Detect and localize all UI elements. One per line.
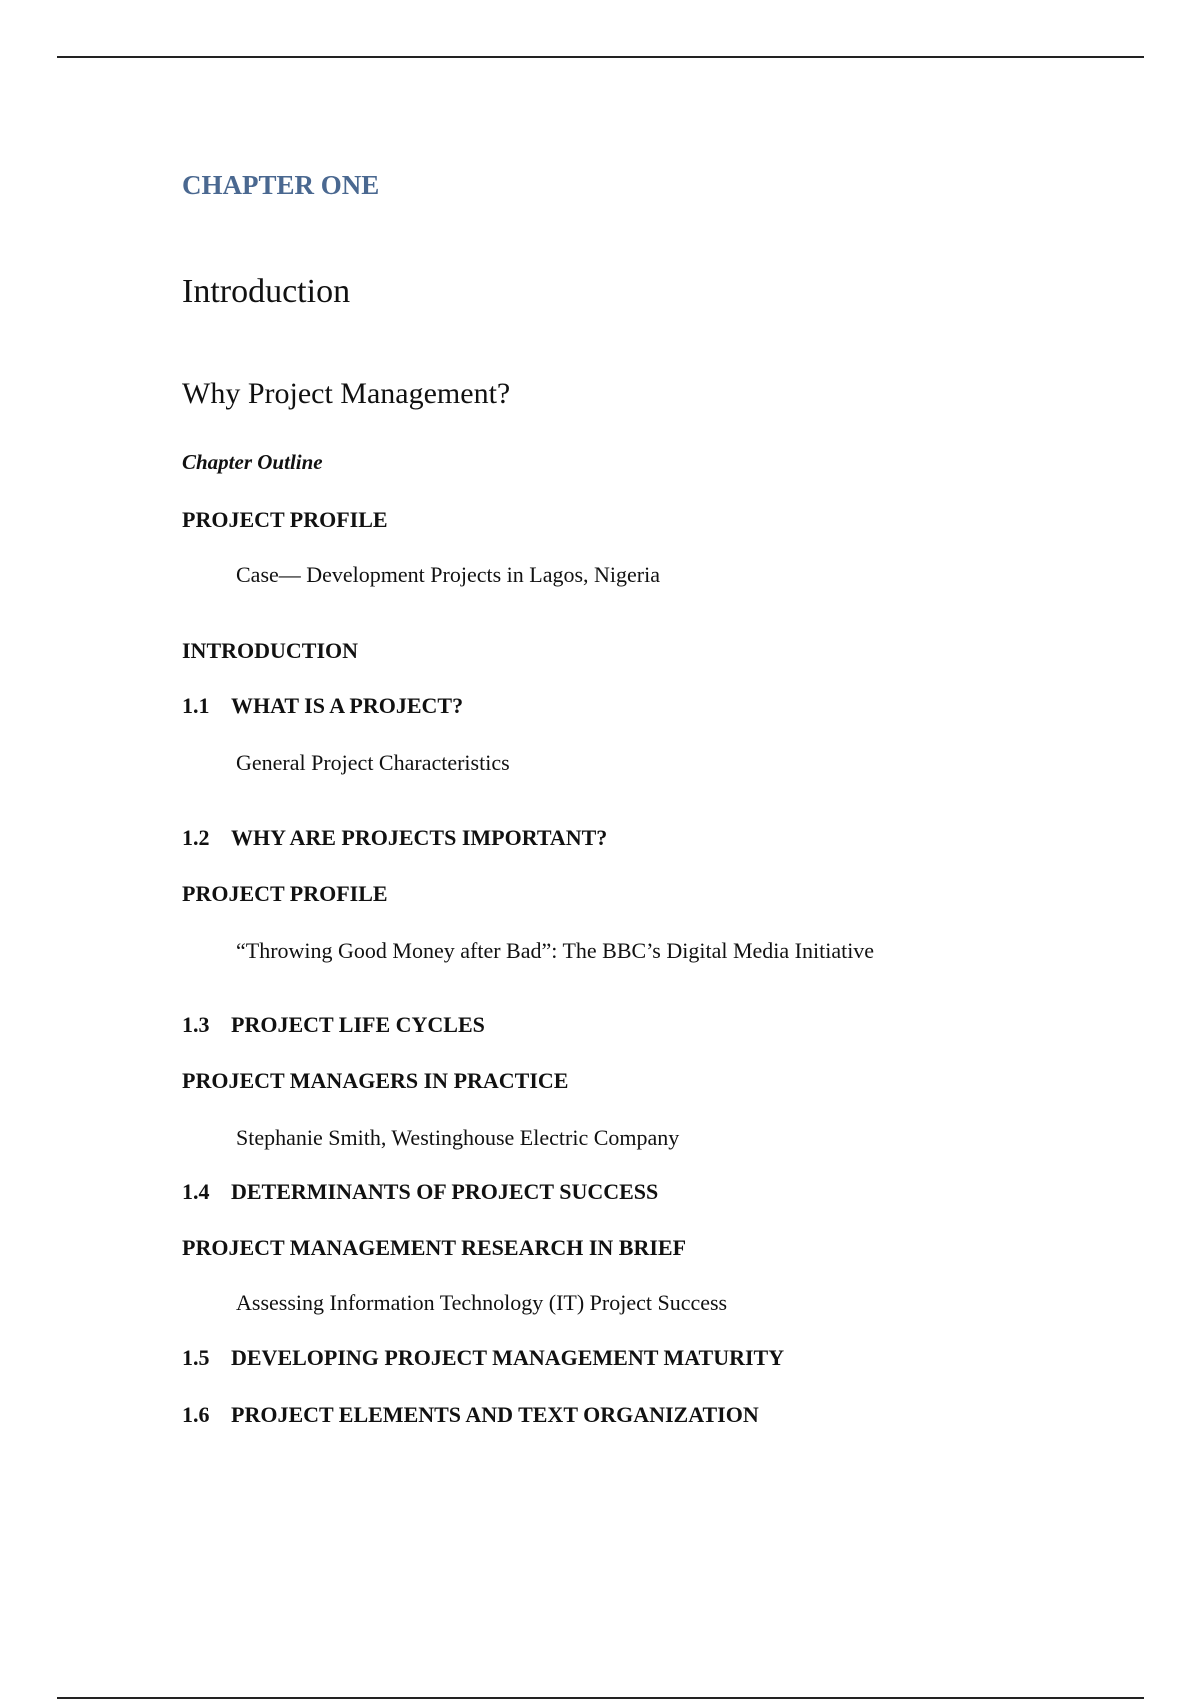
outline-heading-text: PROJECT MANAGERS IN PRACTICE bbox=[182, 1068, 569, 1093]
section-heading-text: WHY ARE PROJECTS IMPORTANT? bbox=[231, 825, 608, 850]
footer-rule bbox=[57, 1697, 1144, 1699]
section-heading-text: PROJECT LIFE CYCLES bbox=[231, 1012, 485, 1037]
outline-section-1-2 bbox=[182, 827, 607, 849]
chapter-label: CHAPTER ONE bbox=[182, 170, 380, 200]
section-heading-text: DEVELOPING PROJECT MANAGEMENT MATURITY bbox=[231, 1345, 785, 1370]
outline-section-1-1 bbox=[182, 695, 463, 717]
section-number: 1.1 bbox=[182, 693, 210, 718]
outline-subitem-project-characteristics: General Project Characteristics bbox=[236, 750, 510, 775]
outline-heading-text: PROJECT PROFILE bbox=[182, 881, 388, 906]
outline-heading-project-profile-2 bbox=[182, 883, 388, 905]
section-heading-text: DETERMINANTS OF PROJECT SUCCESS bbox=[231, 1179, 659, 1204]
section-number: 1.2 bbox=[182, 825, 210, 850]
outline-heading-text: PROJECT MANAGEMENT RESEARCH IN BRIEF bbox=[182, 1235, 687, 1260]
outline-heading-project-profile bbox=[182, 509, 388, 531]
outline-section-1-3 bbox=[182, 1014, 485, 1036]
outline-subitem-bbc-case: “Throwing Good Money after Bad”: The BBC’s Digital Media Initiative bbox=[236, 938, 875, 963]
outline-section-1-6 bbox=[182, 1404, 759, 1426]
section-number: 1.4 bbox=[182, 1179, 210, 1204]
outline-section-1-4 bbox=[182, 1181, 658, 1203]
chapter-title: Introduction bbox=[182, 273, 351, 310]
outline-heading-managers-in-practice bbox=[182, 1070, 568, 1092]
outline-subitem-stephanie-smith: Stephanie Smith, Westinghouse Electric Company bbox=[236, 1125, 680, 1150]
section-heading-text: PROJECT ELEMENTS AND TEXT ORGANIZATION bbox=[231, 1402, 759, 1427]
section-title: Why Project Management? bbox=[182, 377, 511, 410]
section-number: 1.6 bbox=[182, 1402, 210, 1427]
section-number: 1.5 bbox=[182, 1345, 210, 1370]
outline-section-1-5 bbox=[182, 1347, 784, 1369]
outline-heading-text: INTRODUCTION bbox=[182, 638, 359, 663]
outline-label: Chapter Outline bbox=[182, 450, 323, 474]
section-number: 1.3 bbox=[182, 1012, 210, 1037]
section-heading-text: WHAT IS A PROJECT? bbox=[231, 693, 464, 718]
outline-subitem-it-project-success: Assessing Information Technology (IT) Project Success bbox=[236, 1290, 728, 1315]
outline-heading-introduction bbox=[182, 640, 358, 662]
header-rule bbox=[57, 56, 1144, 58]
outline-heading-text: PROJECT PROFILE bbox=[182, 507, 388, 532]
outline-subitem-lagos-case: Case— Development Projects in Lagos, Nigeria bbox=[236, 562, 661, 587]
outline-heading-research-in-brief bbox=[182, 1237, 686, 1259]
